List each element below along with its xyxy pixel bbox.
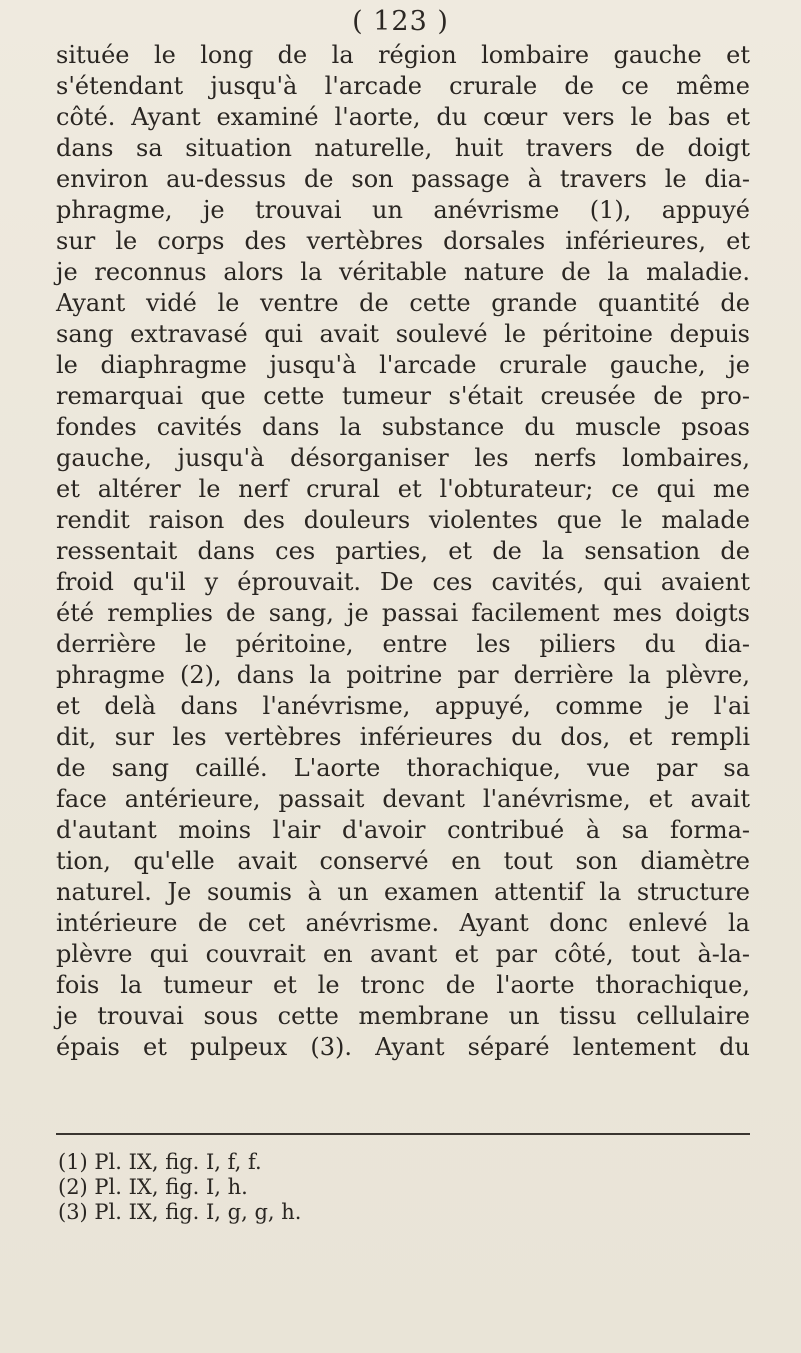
text-line: tion, qu'elle avait conservé en tout son diamètre <box>56 847 750 875</box>
text-line: intérieure de cet anévrisme. Ayant donc enlevé la <box>56 909 750 937</box>
footnote: (3) Pl. IX, fig. I, g, g, h. <box>58 1200 302 1224</box>
text-line: phragme, je trouvai un anévrisme (1), appuyé <box>56 196 750 224</box>
text-line: environ au-dessus de son passage à travers le dia- <box>56 165 750 193</box>
text-line: je trouvai sous cette membrane un tissu cellulaire <box>56 1002 750 1030</box>
text-line: ressentait dans ces parties, et de la sensation de <box>56 537 750 565</box>
footnote-divider <box>56 1133 750 1135</box>
text-line: naturel. Je soumis à un examen attentif la structure <box>56 878 750 906</box>
text-line: je reconnus alors la véritable nature de la maladie. <box>56 258 750 286</box>
text-line: d'autant moins l'air d'avoir contribué à sa forma- <box>56 816 750 844</box>
page-number: ( 123 ) <box>352 6 449 37</box>
text-line: Ayant vidé le ventre de cette grande quantité de <box>56 289 750 317</box>
text-line: dans sa situation naturelle, huit travers de doigt <box>56 134 750 162</box>
text-line: été remplies de sang, je passai facilement mes doigts <box>56 599 750 627</box>
text-line: épais et pulpeux (3). Ayant séparé lentement du <box>56 1033 750 1061</box>
text-line: gauche, jusqu'à désorganiser les nerfs lombaires, <box>56 444 750 472</box>
text-line: côté. Ayant examiné l'aorte, du cœur vers le bas et <box>56 103 750 131</box>
text-line: fondes cavités dans la substance du muscle psoas <box>56 413 750 441</box>
footnotes <box>58 1150 301 1225</box>
text-line: s'étendant jusqu'à l'arcade crurale de ce même <box>56 72 750 100</box>
text-line: le diaphragme jusqu'à l'arcade crurale gauche, je <box>56 351 750 379</box>
footnote: (2) Pl. IX, fig. I, h. <box>58 1175 248 1199</box>
text-line: plèvre qui couvrait en avant et par côté, tout à-la- <box>56 940 750 968</box>
text-line: rendit raison des douleurs violentes que le malade <box>56 506 750 534</box>
text-line: froid qu'il y éprouvait. De ces cavités, qui avaient <box>56 568 750 596</box>
body-text <box>56 40 750 1063</box>
text-line: sang extravasé qui avait soulevé le péritoine depuis <box>56 320 750 348</box>
text-line: phragme (2), dans la poitrine par derrière la plèvre, <box>56 661 750 689</box>
footnote: (1) Pl. IX, fig. I, f, f. <box>58 1150 262 1174</box>
text-line: et delà dans l'anévrisme, appuyé, comme je l'ai <box>56 692 750 720</box>
text-line: remarquai que cette tumeur s'était creusée de pro- <box>56 382 750 410</box>
text-line: située le long de la région lombaire gauche et <box>56 41 750 69</box>
text-line: et altérer le nerf crural et l'obturateur; ce qui me <box>56 475 750 503</box>
text-line: sur le corps des vertèbres dorsales inférieures, et <box>56 227 750 255</box>
text-line: fois la tumeur et le tronc de l'aorte thorachique, <box>56 971 750 999</box>
text-line: dit, sur les vertèbres inférieures du dos, et rempli <box>56 723 750 751</box>
text-line: derrière le péritoine, entre les piliers du dia- <box>56 630 750 658</box>
text-line: de sang caillé. L'aorte thorachique, vue par sa <box>56 754 750 782</box>
text-line: face antérieure, passait devant l'anévrisme, et avait <box>56 785 750 813</box>
